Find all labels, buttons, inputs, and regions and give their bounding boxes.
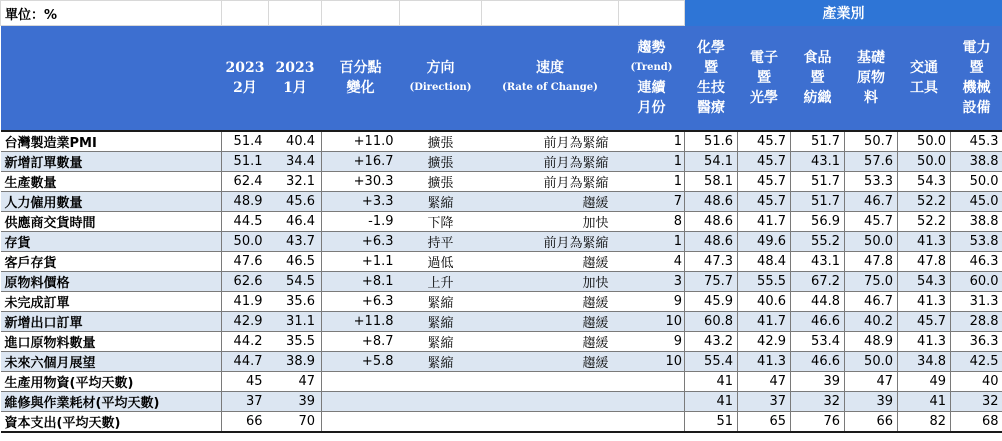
header-trend-line4: 月份	[637, 100, 666, 116]
header-feb	[222, 26, 269, 132]
header-label-blank	[1, 26, 222, 132]
industry-food-value: 51.7	[791, 131, 845, 152]
column-header-row	[1, 26, 1002, 132]
direction-value: 擴張	[400, 152, 482, 172]
industry-transport-value: 34.8	[898, 352, 951, 372]
industry-food-value: 51.7	[791, 192, 845, 212]
header-industry-chem	[685, 26, 738, 132]
row-label: 生產數量	[1, 172, 222, 192]
header-industry-chem-4: 醫療	[697, 100, 725, 116]
header-industry-elec-3: 光學	[750, 90, 778, 106]
header-pct-change-line1: 百分點	[339, 60, 382, 76]
direction-value	[400, 412, 482, 433]
feb-value: 62.4	[222, 172, 269, 192]
trend-value: 10	[619, 352, 685, 372]
industry-power-value: 53.8	[951, 232, 1002, 252]
direction-value	[400, 372, 482, 392]
header-trend-zh: 趨勢	[637, 40, 666, 56]
industry-food-value: 56.9	[791, 212, 845, 232]
header-industry-elec	[738, 26, 791, 132]
industry-basic-value: 50.0	[845, 352, 898, 372]
header-rate	[482, 26, 619, 132]
industry-power-value: 32	[951, 392, 1002, 412]
industry-basic-value: 48.9	[845, 332, 898, 352]
header-industry-basic-3: 料	[864, 90, 878, 106]
header-industry-basic	[845, 26, 898, 132]
empty-cell	[482, 1, 619, 26]
industry-power-value: 46.3	[951, 252, 1002, 272]
pct-change-value: +11.0	[322, 131, 400, 152]
pct-change-value: +8.7	[322, 332, 400, 352]
table-row	[1, 232, 1002, 252]
trend-value	[619, 372, 685, 392]
industry-elec-value: 45.7	[738, 192, 791, 212]
industry-chem-value: 58.1	[685, 172, 738, 192]
direction-value: 緊縮	[400, 192, 482, 212]
feb-value: 51.1	[222, 152, 269, 172]
industry-elec-value: 45.7	[738, 172, 791, 192]
rate-value: 趨緩	[482, 192, 619, 212]
industry-transport-value: 82	[898, 412, 951, 433]
industry-elec-value: 47	[738, 372, 791, 392]
empty-cell	[619, 1, 685, 26]
table-row	[1, 292, 1002, 312]
jan-value: 35.6	[269, 292, 322, 312]
trend-value	[619, 392, 685, 412]
feb-value: 44.7	[222, 352, 269, 372]
header-industry-transport-2: 工具	[910, 80, 938, 96]
industry-power-value: 60.0	[951, 272, 1002, 292]
row-label: 供應商交貨時間	[1, 212, 222, 232]
rate-value: 前月為緊縮	[482, 232, 619, 252]
industry-power-value: 38.8	[951, 152, 1002, 172]
table-row	[1, 272, 1002, 292]
pct-change-value: +3.3	[322, 192, 400, 212]
direction-value: 下降	[400, 212, 482, 232]
jan-value: 31.1	[269, 312, 322, 332]
table-row	[1, 152, 1002, 172]
header-industry-food-2: 暨	[810, 70, 825, 86]
industry-transport-value: 50.0	[898, 152, 951, 172]
rate-value	[482, 392, 619, 412]
direction-value: 上升	[400, 272, 482, 292]
table-row	[1, 212, 1002, 232]
industry-power-value: 36.3	[951, 332, 1002, 352]
industry-transport-value: 45.7	[898, 312, 951, 332]
direction-value: 過低	[400, 252, 482, 272]
industry-chem-value: 43.2	[685, 332, 738, 352]
trend-value: 1	[619, 172, 685, 192]
industry-elec-value: 65	[738, 412, 791, 433]
feb-value: 42.9	[222, 312, 269, 332]
header-industry-elec-2: 暨	[757, 70, 771, 86]
trend-value: 1	[619, 232, 685, 252]
rate-value	[482, 372, 619, 392]
industry-elec-value: 45.7	[738, 131, 791, 152]
rate-value: 前月為緊縮	[482, 152, 619, 172]
jan-value: 46.4	[269, 212, 322, 232]
feb-value: 47.6	[222, 252, 269, 272]
rate-value: 趨緩	[482, 332, 619, 352]
header-industry-elec-1: 電子	[750, 50, 778, 66]
row-label: 未完成訂單	[1, 292, 222, 312]
direction-value: 緊縮	[400, 292, 482, 312]
feb-value: 44.5	[222, 212, 269, 232]
industry-chem-value: 48.6	[685, 212, 738, 232]
pct-change-value: +6.3	[322, 292, 400, 312]
industry-power-value: 45.3	[951, 131, 1002, 152]
jan-value: 46.5	[269, 252, 322, 272]
industry-elec-value: 42.9	[738, 332, 791, 352]
header-industry-chem-3: 生技	[697, 80, 725, 96]
jan-value: 34.4	[269, 152, 322, 172]
industry-basic-value: 47	[845, 372, 898, 392]
rate-value: 加快	[482, 272, 619, 292]
header-rate-en: (Rate of Change)	[502, 82, 598, 93]
feb-value: 37	[222, 392, 269, 412]
industry-basic-value: 46.7	[845, 192, 898, 212]
industry-transport-value: 50.0	[898, 131, 951, 152]
empty-cell	[222, 1, 269, 26]
pct-change-value: +16.7	[322, 152, 400, 172]
pct-change-value: -1.9	[322, 212, 400, 232]
rate-value: 前月為緊縮	[482, 131, 619, 152]
pct-change-value: +11.8	[322, 312, 400, 332]
header-pct-change	[322, 26, 400, 132]
header-direction-en: (Direction)	[409, 82, 472, 93]
industry-power-value: 28.8	[951, 312, 1002, 332]
header-rate-zh: 速度	[536, 60, 564, 76]
industry-food-value: 67.2	[791, 272, 845, 292]
trend-value: 9	[619, 292, 685, 312]
row-label: 維修與作業耗材(平均天數)	[1, 392, 222, 412]
row-label: 客戶存貨	[1, 252, 222, 272]
industry-basic-value: 50.0	[845, 232, 898, 252]
unit-label: 單位：%	[1, 1, 222, 26]
header-direction	[400, 26, 482, 132]
header-industry-power-1: 電力	[962, 40, 991, 56]
direction-value: 擴張	[400, 131, 482, 152]
rate-value: 趨緩	[482, 252, 619, 272]
table-top-row	[1, 1, 1002, 26]
header-industry-power	[951, 26, 1002, 132]
industry-basic-value: 39	[845, 392, 898, 412]
pct-change-value: +6.3	[322, 232, 400, 252]
header-feb-month: 2月	[233, 80, 257, 96]
industry-transport-value: 41.3	[898, 232, 951, 252]
jan-value: 70	[269, 412, 322, 433]
pct-change-value	[322, 412, 400, 433]
industry-chem-value: 51.6	[685, 131, 738, 152]
rate-value: 趨緩	[482, 312, 619, 332]
row-label: 資本支出(平均天數)	[1, 412, 222, 433]
table-row	[1, 412, 1002, 433]
trend-value: 1	[619, 152, 685, 172]
table-row	[1, 352, 1002, 372]
feb-value: 66	[222, 412, 269, 433]
header-industry-transport	[898, 26, 951, 132]
rate-value: 加快	[482, 212, 619, 232]
row-label: 新增出口訂單	[1, 312, 222, 332]
pct-change-value: +30.3	[322, 172, 400, 192]
row-label: 新增訂單數量	[1, 152, 222, 172]
trend-value: 8	[619, 212, 685, 232]
industry-basic-value: 50.7	[845, 131, 898, 152]
direction-value: 緊縮	[400, 312, 482, 332]
industry-elec-value: 40.6	[738, 292, 791, 312]
industry-food-value: 51.7	[791, 172, 845, 192]
industry-transport-value: 54.3	[898, 172, 951, 192]
industry-chem-value: 47.3	[685, 252, 738, 272]
trend-value: 7	[619, 192, 685, 212]
header-jan-month: 1月	[283, 80, 307, 96]
header-industry-power-4: 設備	[962, 100, 991, 116]
industry-power-value: 31.3	[951, 292, 1002, 312]
industry-power-value: 45.0	[951, 192, 1002, 212]
feb-value: 62.6	[222, 272, 269, 292]
feb-value: 45	[222, 372, 269, 392]
industry-basic-value: 47.8	[845, 252, 898, 272]
industry-power-value: 42.5	[951, 352, 1002, 372]
trend-value: 10	[619, 312, 685, 332]
feb-value: 44.2	[222, 332, 269, 352]
row-label: 人力僱用數量	[1, 192, 222, 212]
industry-food-value: 44.8	[791, 292, 845, 312]
pct-change-value	[322, 392, 400, 412]
industry-elec-value: 41.3	[738, 352, 791, 372]
header-industry-chem-1: 化學	[697, 40, 725, 56]
header-trend-en: (Trend)	[630, 62, 673, 73]
feb-value: 48.9	[222, 192, 269, 212]
rate-value: 趨緩	[482, 292, 619, 312]
table-row	[1, 372, 1002, 392]
row-label: 原物料價格	[1, 272, 222, 292]
jan-value: 43.7	[269, 232, 322, 252]
header-industry-food	[791, 26, 845, 132]
industry-food-value: 39	[791, 372, 845, 392]
feb-value: 51.4	[222, 131, 269, 152]
industry-power-value: 68	[951, 412, 1002, 433]
feb-value: 41.9	[222, 292, 269, 312]
trend-value	[619, 412, 685, 433]
jan-value: 40.4	[269, 131, 322, 152]
industry-basic-value: 45.7	[845, 212, 898, 232]
jan-value: 47	[269, 372, 322, 392]
header-industry-chem-2: 暨	[704, 60, 718, 76]
empty-cell	[400, 1, 482, 26]
direction-value: 緊縮	[400, 332, 482, 352]
empty-cell	[322, 1, 400, 26]
industry-transport-value: 52.2	[898, 192, 951, 212]
header-pct-change-line2: 變化	[346, 80, 375, 96]
industry-chem-value: 75.7	[685, 272, 738, 292]
industry-elec-value: 45.7	[738, 152, 791, 172]
trend-value: 1	[619, 131, 685, 152]
jan-value: 32.1	[269, 172, 322, 192]
header-industry-basic-2: 原物	[857, 70, 885, 86]
rate-value: 前月為緊縮	[482, 172, 619, 192]
industry-transport-value: 47.8	[898, 252, 951, 272]
industry-food-value: 76	[791, 412, 845, 433]
industry-transport-value: 49	[898, 372, 951, 392]
header-industry-food-1: 食品	[803, 50, 832, 66]
header-industry-food-3: 紡織	[803, 90, 832, 106]
jan-value: 35.5	[269, 332, 322, 352]
header-trend	[619, 26, 685, 132]
header-direction-zh: 方向	[426, 60, 455, 76]
industry-basic-value: 46.7	[845, 292, 898, 312]
row-label: 台灣製造業PMI	[1, 131, 222, 152]
direction-value	[400, 392, 482, 412]
pct-change-value	[322, 372, 400, 392]
header-trend-line3: 連續	[637, 80, 666, 96]
feb-value: 50.0	[222, 232, 269, 252]
pct-change-value: +8.1	[322, 272, 400, 292]
table-row	[1, 252, 1002, 272]
table-row	[1, 312, 1002, 332]
trend-value: 4	[619, 252, 685, 272]
table-row	[1, 131, 1002, 152]
industry-basic-value: 66	[845, 412, 898, 433]
industry-chem-value: 45.9	[685, 292, 738, 312]
industry-basic-value: 53.3	[845, 172, 898, 192]
industry-elec-value: 49.6	[738, 232, 791, 252]
row-label: 進口原物料數量	[1, 332, 222, 352]
header-jan-year: 2023	[275, 60, 315, 76]
industry-group-header: 產業別	[685, 1, 1002, 26]
direction-value: 擴張	[400, 172, 482, 192]
industry-transport-value: 41	[898, 392, 951, 412]
industry-elec-value: 37	[738, 392, 791, 412]
table-row	[1, 172, 1002, 192]
industry-chem-value: 54.1	[685, 152, 738, 172]
direction-value: 緊縮	[400, 352, 482, 372]
rate-value: 趨緩	[482, 352, 619, 372]
industry-food-value: 46.6	[791, 352, 845, 372]
pct-change-value: +1.1	[322, 252, 400, 272]
header-industry-power-2: 暨	[969, 60, 984, 76]
table-row	[1, 192, 1002, 212]
industry-basic-value: 75.0	[845, 272, 898, 292]
jan-value: 54.5	[269, 272, 322, 292]
industry-food-value: 32	[791, 392, 845, 412]
industry-transport-value: 41.3	[898, 332, 951, 352]
industry-elec-value: 48.4	[738, 252, 791, 272]
industry-power-value: 40	[951, 372, 1002, 392]
industry-power-value: 38.8	[951, 212, 1002, 232]
industry-food-value: 43.1	[791, 252, 845, 272]
row-label: 生產用物資(平均天數)	[1, 372, 222, 392]
empty-cell	[269, 1, 322, 26]
table-row	[1, 392, 1002, 412]
direction-value: 持平	[400, 232, 482, 252]
industry-food-value: 55.2	[791, 232, 845, 252]
row-label: 未來六個月展望	[1, 352, 222, 372]
industry-food-value: 43.1	[791, 152, 845, 172]
industry-chem-value: 60.8	[685, 312, 738, 332]
industry-chem-value: 55.4	[685, 352, 738, 372]
trend-value: 3	[619, 272, 685, 292]
industry-transport-value: 52.2	[898, 212, 951, 232]
table-body	[1, 131, 1002, 432]
jan-value: 38.9	[269, 352, 322, 372]
industry-chem-value: 48.6	[685, 232, 738, 252]
industry-chem-value: 41	[685, 392, 738, 412]
header-feb-year: 2023	[225, 60, 265, 76]
header-industry-power-3: 機械	[962, 80, 991, 96]
industry-elec-value: 41.7	[738, 312, 791, 332]
rate-value	[482, 412, 619, 433]
row-label: 存貨	[1, 232, 222, 252]
trend-value: 9	[619, 332, 685, 352]
industry-transport-value: 54.3	[898, 272, 951, 292]
industry-transport-value: 41.3	[898, 292, 951, 312]
industry-basic-value: 40.2	[845, 312, 898, 332]
table-row	[1, 332, 1002, 352]
industry-elec-value: 41.7	[738, 212, 791, 232]
header-industry-transport-1: 交通	[910, 60, 938, 76]
industry-chem-value: 51	[685, 412, 738, 433]
industry-chem-value: 41	[685, 372, 738, 392]
jan-value: 45.6	[269, 192, 322, 212]
industry-food-value: 46.6	[791, 312, 845, 332]
header-industry-basic-1: 基礎	[857, 50, 885, 66]
industry-elec-value: 55.5	[738, 272, 791, 292]
industry-chem-value: 48.6	[685, 192, 738, 212]
industry-food-value: 53.4	[791, 332, 845, 352]
industry-basic-value: 57.6	[845, 152, 898, 172]
header-jan	[269, 26, 322, 132]
pct-change-value: +5.8	[322, 352, 400, 372]
industry-power-value: 50.0	[951, 172, 1002, 192]
jan-value: 39	[269, 392, 322, 412]
